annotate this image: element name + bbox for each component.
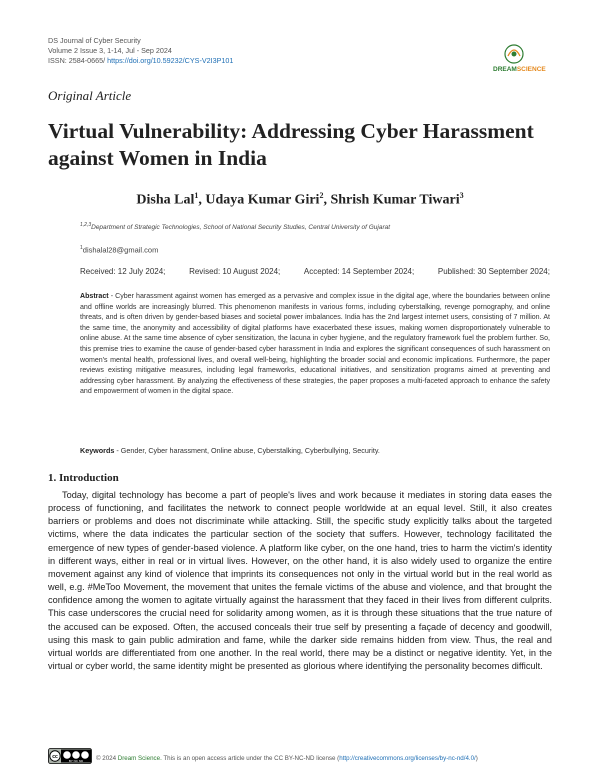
received-date: Received: 12 July 2024;: [80, 267, 166, 276]
affiliation-text: Department of Strategic Technologies, School of National Security Studies, Central University of Gujarat: [91, 224, 391, 232]
author-sup: 3: [459, 191, 464, 200]
introduction-body: Today, digital technology has become a part of people's lives and work because it mediates in storing data eases the process of functioning, and facilitates the network to connect people worldwide at an equal level. Still, it also creates barriers or problems and does not discriminate while attacking. Still, the specific study explicitly talks about the targeted victims, where the data indicates the particular section of the society that suffers. However, technology facilitated the emergence of new types of gender-based violence. A platform like cyber, on the one hand, tries to harm the victim's identity in different ways, either in real or in virtual lives. However, on the other hand, it is also widely used to organize the entire movement against any kind of violence that imprints its consequences not only in the virtual world but in the real world as well, e.g. #MeToo Movement, the movement that unites the female victims of the abuse and violence, and that brought the confidence among the women to agitate virtually against the harassment that they faced in their lives from different culprits. This case underscores the crucial need for solidarity among women, as it is through these situations that the true nature of the accused can be exposed. Often, the accused conceals their true self by presenting a façade of decency and goodwill, using this mask to gain public admiration and fame, while the darker side remains hidden from view. Thus, the real and virtual worlds are differentiated from one another. In the real world, there may be a distinct or negative identity. Yet, in the virtual or cyber world, the same identity might be presented as glorious where identifying the personality becomes difficult.: [48, 490, 552, 672]
accepted-date: Accepted: 14 September 2024;: [303, 267, 415, 276]
publication-dates: [80, 267, 550, 276]
abstract: [80, 292, 550, 398]
email-sup: 1: [80, 245, 83, 251]
keywords-text: - Gender, Cyber harassment, Online abuse, Cyberstalking, Cyberbullying, Security.: [114, 446, 380, 455]
corresponding-email: [80, 245, 158, 255]
logo-text: [493, 66, 546, 73]
logo-text-green: DREAM: [493, 66, 517, 73]
footer-copyright: © 2024: [96, 755, 118, 762]
author-name: Disha Lal: [136, 192, 195, 208]
author-name: Udaya Kumar Giri: [205, 192, 320, 208]
author-name: Shrish Kumar Tiwari: [330, 192, 460, 208]
paper-title: Virtual Vulnerability: Addressing Cyber Harassment against Women in India: [48, 119, 534, 170]
journal-volume: Volume 2 Issue 3, 1-14, Jul - Sep 2024: [48, 46, 172, 55]
affiliation: [80, 222, 390, 231]
abstract-text: - Cyber harassment against women has emerged as a pervasive and complex issue in the digital age, where the boundaries between online and offline worlds are increasingly blurred. This phenomenon manifests in various forms, including cyberstalking, revenge pornography, and online threats, and is often driven by gender-based biases and societal power imbalances. India has the 2nd largest internet users, consisting of 7 million. At the same time, the anonymity and accessibility of digital platforms have exacerbated these issues, making women disproportionately vulnerable to online abuse. At the same time absence of cyber sensitization, the lacuna in cyber hygiene, and the regulatory framework fuel the problem further. So, this premise tries to examine the cause of gender-based cyber harassment in India and explores the significant consequences of such harassment on women's mental health, professional lives, and overall well-being, highlighting the broader social and economic implications. Furthermore, the paper reviews existing mitigative measures, including legal frameworks, educational initiatives, and sensitization programs aimed at preventing and addressing cyber harassment. By analyzing the effectiveness of these strategies, the paper proposes a multi-faceted approach to enhance the safety and empowerment of women in the digital space.: [80, 293, 550, 396]
journal-name: DS Journal of Cyber Security: [48, 36, 141, 45]
keywords-label: Keywords: [80, 446, 115, 455]
affiliation-sup: 1,2,3: [80, 222, 92, 228]
section-heading: 1. Introduction: [48, 472, 119, 484]
cc-badge-text: BY NC ND: [68, 759, 84, 763]
email-text[interactable]: dishalal28@gmail.com: [82, 245, 159, 255]
footer-license: [96, 755, 478, 762]
issn-doi-line: [48, 56, 233, 66]
issn: ISSN: 2584-0665/: [48, 56, 108, 65]
journal-header: [48, 36, 233, 66]
footer-close: ): [475, 755, 478, 762]
revised-date: Revised: 10 August 2024;: [189, 267, 281, 276]
footer-license-link[interactable]: http://creativecommons.org/licenses/by-nc-nd/4.0/: [339, 755, 476, 762]
author-sup: 1: [194, 191, 199, 200]
logo-text-orange: SCIENCE: [516, 66, 546, 73]
author-sup: 2: [319, 191, 324, 200]
footer-license-text: This is an open access article under the CC BY-NC-ND license (: [161, 755, 340, 762]
abstract-label: Abstract: [80, 293, 109, 300]
published-date: Published: 30 September 2024;: [437, 267, 550, 276]
footer-publisher[interactable]: Dream Science.: [117, 755, 162, 762]
doi-link[interactable]: https://doi.org/10.59232/CYS-V2I3P101: [107, 56, 234, 65]
author-list: Disha Lal$^1$, Udaya Kumar Giri$^2$, Shrish Kumar Tiwari$^3$: [136, 191, 464, 208]
svg-text:cc: cc: [52, 754, 58, 760]
cc-license-badge[interactable]: [48, 748, 92, 764]
article-type: Original Article: [48, 88, 132, 103]
keywords: [80, 446, 550, 455]
